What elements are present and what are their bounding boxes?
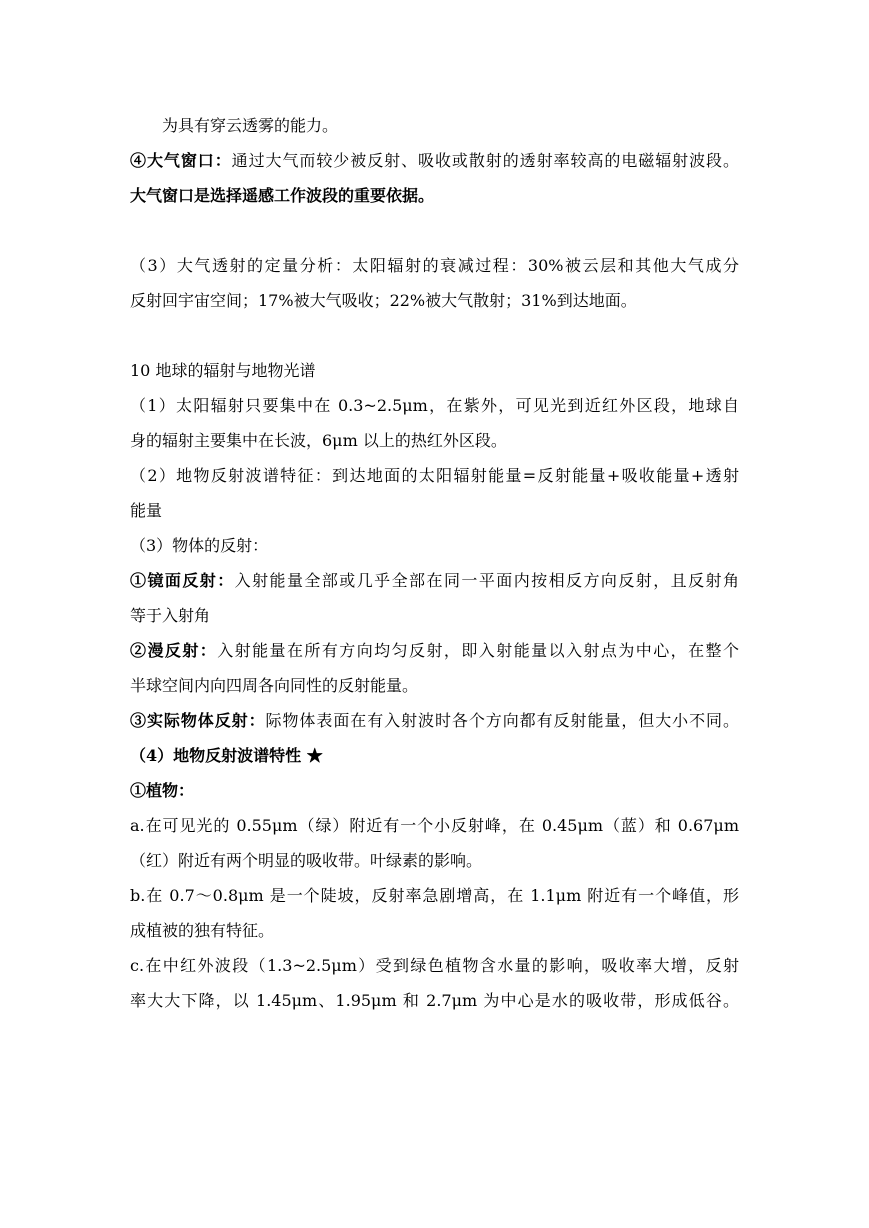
section-heading: 10 地球的辐射与地物光谱 (130, 361, 316, 380)
text-line: （红）附近有两个明显的吸收带。叶绿素的影响。 (130, 851, 483, 870)
text-line: （3）物体的反射： (130, 536, 269, 555)
term-label: ①镜面反射： (130, 571, 235, 590)
text-line: 反射回宇宙空间；17%被大气吸收；22%被大气散射；31%到达地面。 (130, 291, 637, 310)
mirror-reflection-line2 (130, 598, 739, 633)
plant-b-line1 (130, 878, 739, 913)
solar-radiation-line2 (130, 423, 739, 458)
text-line: 半球空间内向四周各向同性的反射能量。 (130, 676, 419, 695)
diffuse-reflection-line1 (130, 633, 739, 668)
plant-a-line2 (130, 843, 739, 878)
blank-line (130, 318, 739, 353)
term-label: ④大气窗口： (130, 151, 232, 170)
text-line: （3）大气透射的定量分析：太阳辐射的衰减过程：30%被云层和其他大气成分 (130, 256, 739, 275)
text-line: 率大大下降，以 1.45μm、1.95μm 和 2.7μm 为中心是水的吸收带，形成低谷。 (130, 991, 739, 1010)
text-line: b.在 0.7～0.8μm 是一个陡坡，反射率急剧增高，在 1.1μm 附近有一个峰值，形 (130, 886, 739, 905)
text-line: 大气窗口是选择遥感工作波段的重要依据。 (130, 186, 435, 205)
blank-line (130, 213, 739, 248)
text-line: 能量 (130, 501, 163, 520)
text-line: 入射能量在所有方向均匀反射，即入射能量以入射点为中心，在整个 (217, 641, 739, 660)
actual-reflection (130, 703, 739, 738)
term-label: ②漫反射： (130, 641, 218, 660)
text-line: 为具有穿云透雾的能力。 (162, 116, 339, 135)
section-10-title (130, 353, 739, 388)
solar-radiation-line1 (130, 388, 739, 423)
spectral-characteristics-heading (130, 738, 739, 773)
reflection-spectrum-line1 (130, 458, 739, 493)
plant-a-line1 (130, 808, 739, 843)
text-line: 通过大气而较少被反射、吸收或散射的透射率较高的电磁辐射波段。 (231, 151, 739, 170)
plant-b-line2 (130, 913, 739, 948)
text-line: 等于入射角 (130, 606, 211, 625)
text-line: （1）太阳辐射只要集中在 0.3~2.5μm，在紫外，可见光到近红外区段，地球自 (130, 396, 739, 415)
text-line: 入射能量全部或几乎全部在同一平面内按相反方向反射，且反射角 (234, 571, 739, 590)
text-line: 成植被的独有特征。 (130, 921, 275, 940)
reflection-spectrum-line2 (130, 493, 739, 528)
transmission-analysis-line1 (130, 248, 739, 283)
object-reflection-heading (130, 528, 739, 563)
text-line: （2）地物反射波谱特征：到达地面的太阳辐射能量=反射能量+吸收能量+透射 (130, 466, 739, 485)
text-line: 身的辐射主要集中在长波，6μm 以上的热红外区段。 (130, 431, 507, 450)
text-line: c.在中红外波段（1.3~2.5μm）受到绿色植物含水量的影响，吸收率大增，反射 (130, 956, 739, 975)
term-label: ①植物： (130, 781, 195, 800)
atmospheric-window-note (130, 178, 739, 213)
text-line: 际物体表面在有入射波时各个方向都有反射能量，但大小不同。 (265, 711, 739, 730)
paragraph-continuation (130, 108, 739, 143)
atmospheric-window-definition (130, 143, 739, 178)
subsection-heading: （4）地物反射波谱特性 ★ (130, 746, 323, 765)
plant-c-line1 (130, 948, 739, 983)
transmission-analysis-line2 (130, 283, 739, 318)
mirror-reflection-line1 (130, 563, 739, 598)
plant-heading (130, 773, 739, 808)
term-label: ③实际物体反射： (130, 711, 266, 730)
plant-c-line2 (130, 983, 739, 1018)
text-line: a.在可见光的 0.55μm（绿）附近有一个小反射峰，在 0.45μm（蓝）和 0.67μm (130, 816, 739, 835)
diffuse-reflection-line2 (130, 668, 739, 703)
